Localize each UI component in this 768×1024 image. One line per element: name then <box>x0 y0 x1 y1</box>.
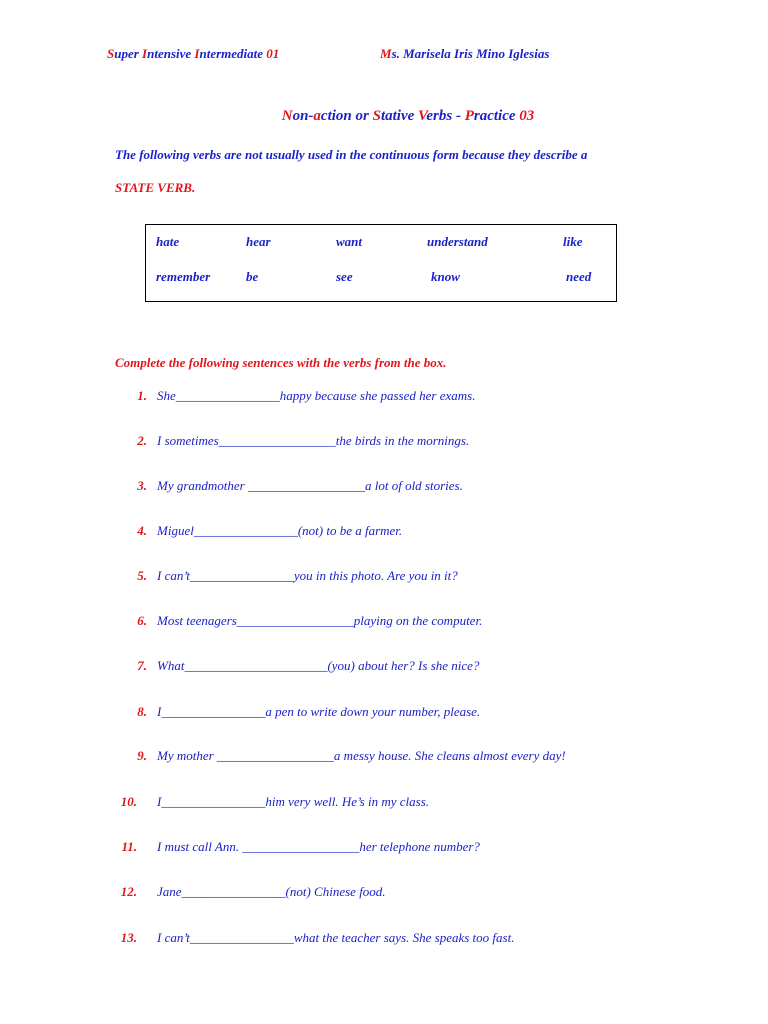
item-sentence: I can’t________________what the teacher says. She speaks too fast. <box>157 930 515 945</box>
course-letter: I <box>142 46 148 61</box>
verb-word: want <box>336 234 363 249</box>
item-number: 9. <box>137 748 147 763</box>
item-number: 10. <box>120 794 137 809</box>
item-sentence: Miguel________________(not) to be a farmer. <box>157 523 403 538</box>
verb-word: hear <box>246 234 271 249</box>
verb-box <box>145 224 617 302</box>
course-text: ntermediate <box>199 46 267 61</box>
item-number: 4. <box>137 523 147 538</box>
title-letter: P <box>464 108 474 124</box>
item-sentence: I________________him very well. He’s in my class. <box>157 794 430 809</box>
title-letter: N <box>281 108 293 124</box>
item-number: 8. <box>137 704 147 719</box>
verb-word: need <box>566 269 592 284</box>
title-text: on- <box>292 108 314 124</box>
title-text: erbs - <box>426 108 465 124</box>
item-number: 13. <box>120 930 137 945</box>
title-text: ction or <box>320 108 373 124</box>
title-letter: S <box>372 108 381 124</box>
item-sentence: Most teenagers__________________playing on the computer. <box>157 613 483 628</box>
title-letter: a <box>313 108 321 124</box>
verb-word: know <box>431 269 460 284</box>
item-number: 7. <box>137 658 147 673</box>
item-sentence: I must call Ann. __________________her telephone number? <box>157 839 480 854</box>
item-sentence: My mother __________________a messy house. She cleans almost every day! <box>157 748 566 763</box>
intro-state-verb: STATE VERB. <box>115 180 196 195</box>
title-text: ractice <box>473 108 520 124</box>
item-number: 5. <box>137 568 147 583</box>
title-number: 03 <box>519 108 535 124</box>
intro-text: The following verbs are not usually used in the continuous form because they describe a <box>115 147 588 162</box>
course-letter: I <box>194 46 200 61</box>
item-number: 3. <box>137 478 147 493</box>
item-sentence: I________________a pen to write down your number, please. <box>157 704 481 719</box>
verb-word: hate <box>156 234 180 249</box>
verb-word: see <box>336 269 353 284</box>
page-title <box>0 108 768 125</box>
title-text: tative <box>380 108 419 124</box>
verb-word: like <box>563 234 583 249</box>
item-number: 2. <box>137 433 147 448</box>
item-sentence: My grandmother __________________a lot of old stories. <box>157 478 463 493</box>
item-sentence: I sometimes__________________the birds in the mornings. <box>157 433 470 448</box>
course-text: uper <box>114 46 143 61</box>
course-name <box>107 46 279 62</box>
course-number: 01 <box>266 46 280 61</box>
verb-word: remember <box>156 269 211 284</box>
teacher-name <box>380 46 549 62</box>
item-number: 1. <box>137 388 147 403</box>
title-letter: V <box>418 108 427 124</box>
instruction: Complete the following sentences with the verbs from the box. <box>115 355 447 370</box>
item-number: 6. <box>137 613 147 628</box>
item-sentence: I can’t________________you in this photo. Are you in it? <box>157 568 458 583</box>
item-sentence: What______________________(you) about her? Is she nice? <box>157 658 480 673</box>
course-letter: S <box>107 46 115 61</box>
verb-word: be <box>246 269 259 284</box>
teacher-text: s. Marisela Iris Mino Iglesias <box>391 46 550 61</box>
verb-word: understand <box>427 234 488 249</box>
item-sentence: Jane________________(not) Chinese food. <box>157 884 386 899</box>
item-number: 12. <box>120 884 137 899</box>
course-text: ntensive <box>147 46 195 61</box>
item-sentence: She________________happy because she passed her exams. <box>157 388 476 403</box>
teacher-letter: M <box>380 46 392 61</box>
item-number: 11. <box>121 839 137 854</box>
